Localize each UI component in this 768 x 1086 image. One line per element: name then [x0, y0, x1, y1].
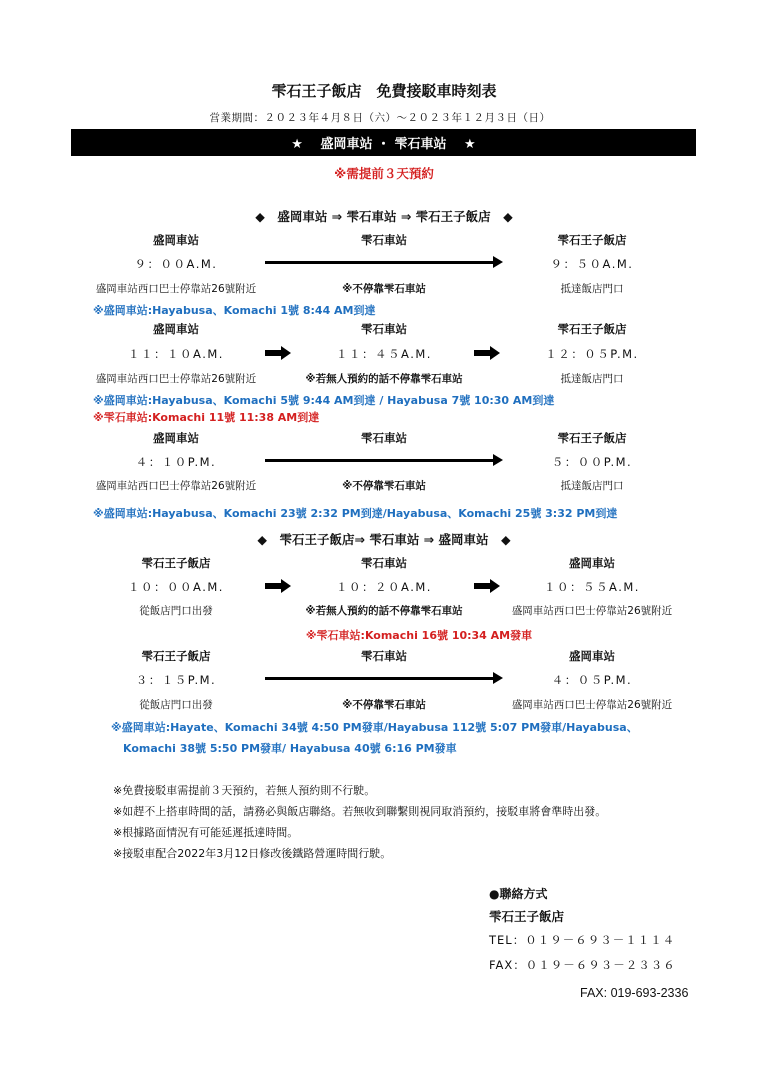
stop-label: 盛岡車站: [153, 233, 199, 247]
stop-note: 從飯店門口出發: [139, 605, 213, 617]
fax-number: FAX：０１９－６９３－２３３６: [489, 958, 676, 972]
stop-label: 雫石車站: [361, 431, 407, 445]
train-connection-note: Komachi 38號 5:50 PM發車/ Hayabusa 40號 6:16 PM發車: [123, 742, 457, 755]
train-connection-note: ※雫石車站:Komachi 16號 10:34 AM發車: [305, 629, 533, 642]
stop-note: 抵達飯店門口: [560, 283, 624, 295]
stop-label: 雫石王子飯店: [557, 322, 627, 336]
phone-number: TEL：０１９－６９３－１１１４: [489, 933, 676, 947]
stop-label: 雫石王子飯店: [557, 431, 627, 445]
departure-time: １１：１０A.M.: [128, 347, 224, 361]
stop-label: 盛岡車站: [153, 431, 199, 445]
operating-period: 営業期間：２０２３年４月８日（六）～２０２３年１２月３日（日）: [209, 112, 551, 124]
stop-note: ※若無人預約的話不停靠雫石車站: [305, 605, 463, 617]
stop-label: 雫石王子飯店: [141, 649, 211, 663]
stop-label: 雫石王子飯店: [141, 556, 211, 570]
departure-time: １０：００A.M.: [128, 580, 224, 594]
contact-heading: ●聯絡方式: [489, 887, 548, 901]
stop-note: 盛岡車站西口巴士停靠站26號附近: [95, 480, 257, 492]
stop-note: ※不停靠雫石車站: [342, 283, 426, 295]
stop-label: 雫石車站: [361, 556, 407, 570]
train-connection-note: ※雫石車站:Komachi 11號 11:38 AM到達: [93, 411, 320, 424]
inbound-route-title: ◆ 雫石王子飯店⇒ 雫石車站 ⇒ 盛岡車站 ◆: [257, 532, 511, 547]
rule-item: ※接駁車配合2022年3月12日修改後鐵路營運時間行駛。: [113, 847, 392, 860]
rule-item: ※免費接駁車需提前３天預約，若無人預約則不行駛。: [113, 784, 376, 797]
departure-time: ３：１５P.M.: [135, 673, 217, 687]
stop-note: ※不停靠雫石車站: [342, 480, 426, 492]
hotel-name: 雫石王子飯店: [489, 909, 565, 924]
stop-note: 抵達飯店門口: [560, 373, 624, 385]
stop-time: １０：２０A.M.: [336, 580, 432, 594]
stop-note: ※若無人預約的話不停靠雫石車站: [305, 373, 463, 385]
reservation-notice: ※需提前３天預約: [334, 166, 434, 181]
arrival-time: ４：０５P.M.: [551, 673, 633, 687]
stop-label: 盛岡車站: [153, 322, 199, 336]
train-connection-note: ※盛岡車站:Hayabusa、Komachi 1號 8:44 AM到達: [93, 304, 376, 317]
short-arrow-icon: [474, 350, 491, 356]
route-banner: ★ 盛岡車站 ・ 雫石車站 ★: [71, 129, 696, 156]
stop-note: ※不停靠雫石車站: [342, 699, 426, 711]
rule-item: ※根據路面情況有可能延遲抵達時間。: [113, 826, 299, 839]
stop-label: 盛岡車站: [569, 649, 615, 663]
arrival-time: １２：０５P.M.: [545, 347, 639, 361]
short-arrow-icon: [474, 583, 491, 589]
stop-note: 盛岡車站西口巴士停靠站26號附近: [511, 605, 673, 617]
short-arrow-icon: [265, 350, 282, 356]
long-arrow-icon: [265, 261, 494, 264]
train-connection-note: ※盛岡車站:Hayate、Komachi 34號 4:50 PM發車/Hayabusa 112號 5:07 PM發車/Hayabusa、: [111, 721, 638, 734]
stop-note: 盛岡車站西口巴士停靠站26號附近: [511, 699, 673, 711]
stop-label: 雫石車站: [361, 322, 407, 336]
stop-note: 盛岡車站西口巴士停靠站26號附近: [95, 373, 257, 385]
arrival-time: １０：５５A.M.: [544, 580, 640, 594]
arrival-time: ５：００P.M.: [551, 455, 633, 469]
rule-item: ※如趕不上搭車時間的話，請務必與飯店聯絡。若無收到聯繫則視同取消預約，接駁車將會準時出發。: [113, 805, 607, 818]
stop-label: 雫石車站: [361, 649, 407, 663]
stop-time: １１：４５A.M.: [336, 347, 432, 361]
train-connection-note: ※盛岡車站:Hayabusa、Komachi 5號 9:44 AM到達 / Hayabusa 7號 10:30 AM到達: [93, 394, 555, 407]
departure-time: ９：００A.M.: [134, 257, 218, 271]
long-arrow-icon: [265, 459, 494, 462]
stop-label: 盛岡車站: [569, 556, 615, 570]
fax-footer: FAX: 019-693-2336: [580, 986, 689, 1000]
arrival-time: ９：５０A.M.: [550, 257, 634, 271]
stop-note: 從飯店門口出發: [139, 699, 213, 711]
long-arrow-icon: [265, 677, 494, 680]
page-title: 雫石王子飯店 免費接駁車時刻表: [271, 82, 497, 100]
train-connection-note: ※盛岡車站:Hayabusa、Komachi 23號 2:32 PM到達/Hayabusa、Komachi 25號 3:32 PM到達: [93, 507, 618, 520]
stop-note: 抵達飯店門口: [560, 480, 624, 492]
stop-label: 雫石王子飯店: [557, 233, 627, 247]
stop-note: 盛岡車站西口巴士停靠站26號附近: [95, 283, 257, 295]
short-arrow-icon: [265, 583, 282, 589]
departure-time: ４：１０P.M.: [135, 455, 217, 469]
stop-label: 雫石車站: [361, 233, 407, 247]
outbound-route-title: ◆ 盛岡車站 ⇒ 雫石車站 ⇒ 雫石王子飯店 ◆: [255, 209, 513, 224]
